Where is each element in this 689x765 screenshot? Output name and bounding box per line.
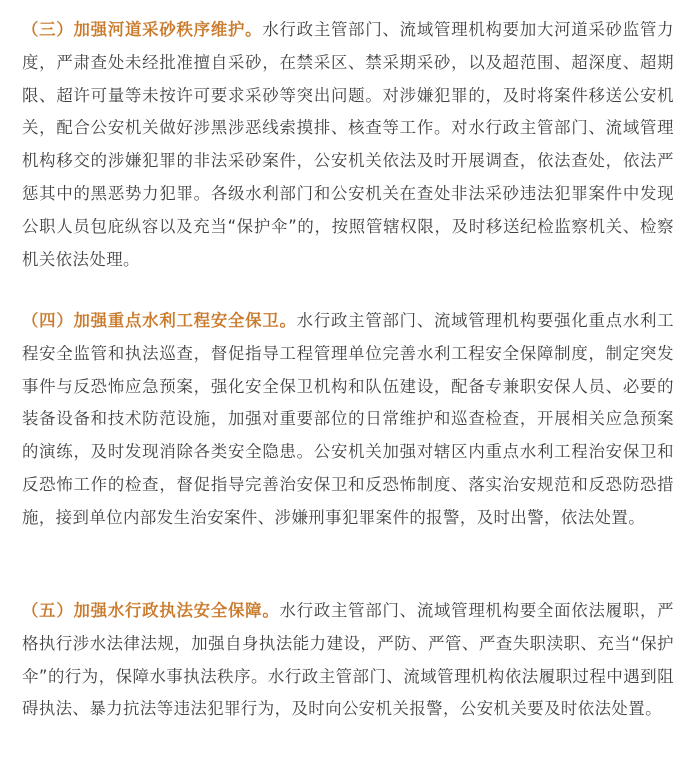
paragraph-section-5 xyxy=(22,595,674,726)
section-heading: （五）加强水行政执法安全保障。 xyxy=(22,601,280,620)
section-text: 水行政主管部门、流域管理机构要强化重点水利工程安全监管和执法巡查，督促指导工程管理单位完善水利工程安全保障制度，制定突发事件与反恐怖应急预案，强化安全保卫机构和队伍建设，配备专兼职安保人员、必要的装备设备和技术防范设施，加强对重要部位的日常维护和巡查检查，开展相关应急预案的演练，及时发现消除各类安全隐患。公安机关加强对辖区内重点水利工程治安保卫和反恐怖工作的检查，督促指导完善治安保卫和反恐怖制度、落实治安规范和反恐防恐措施，接到单位内部发生治安案件、涉嫌刑事犯罪案件的报警，及时出警，依法处置。 xyxy=(22,311,675,527)
paragraph-section-3 xyxy=(22,14,674,276)
paragraph-section-4 xyxy=(22,305,674,535)
section-heading: （四）加强重点水利工程安全保卫。 xyxy=(22,311,297,330)
section-text: 水行政主管部门、流域管理机构要全面依法履职，严格执行涉水法律法规，加强自身执法能力建设，严防、严管、严查失职渎职、充当“保护伞”的行为，保障水事执法秩序。水行政主管部门、流域管理机构依法履职过程中遇到阻碍执法、暴力抗法等违法犯罪行为，及时向公安机关报警，公安机关要及时依法处置。 xyxy=(22,601,674,719)
section-text: 水行政主管部门、流域管理机构要加大河道采砂监管力度，严肃查处未经批准擅自采砂，在禁采区、禁采期采砂，以及超范围、超深度、超期限、超许可量等未按许可要求采砂等突出问题。对涉嫌犯罪的，及时将案件移送公安机关，配合公安机关做好涉黑涉恶线索摸排、核查等工作。对水行政主管部门、流域管理机构移交的涉嫌犯罪的非法采砂案件，公安机关依法及时开展调查，依法查处，依法严惩其中的黑恶势力犯罪。各级水利部门和公安机关在查处非法采砂违法犯罪案件中发现公职人员包庇纵容以及充当“保护伞”的，按照管辖权限，及时移送纪检监察机关、检察机关依法处理。 xyxy=(22,20,674,269)
section-heading: （三）加强河道采砂秩序维护。 xyxy=(22,20,263,39)
